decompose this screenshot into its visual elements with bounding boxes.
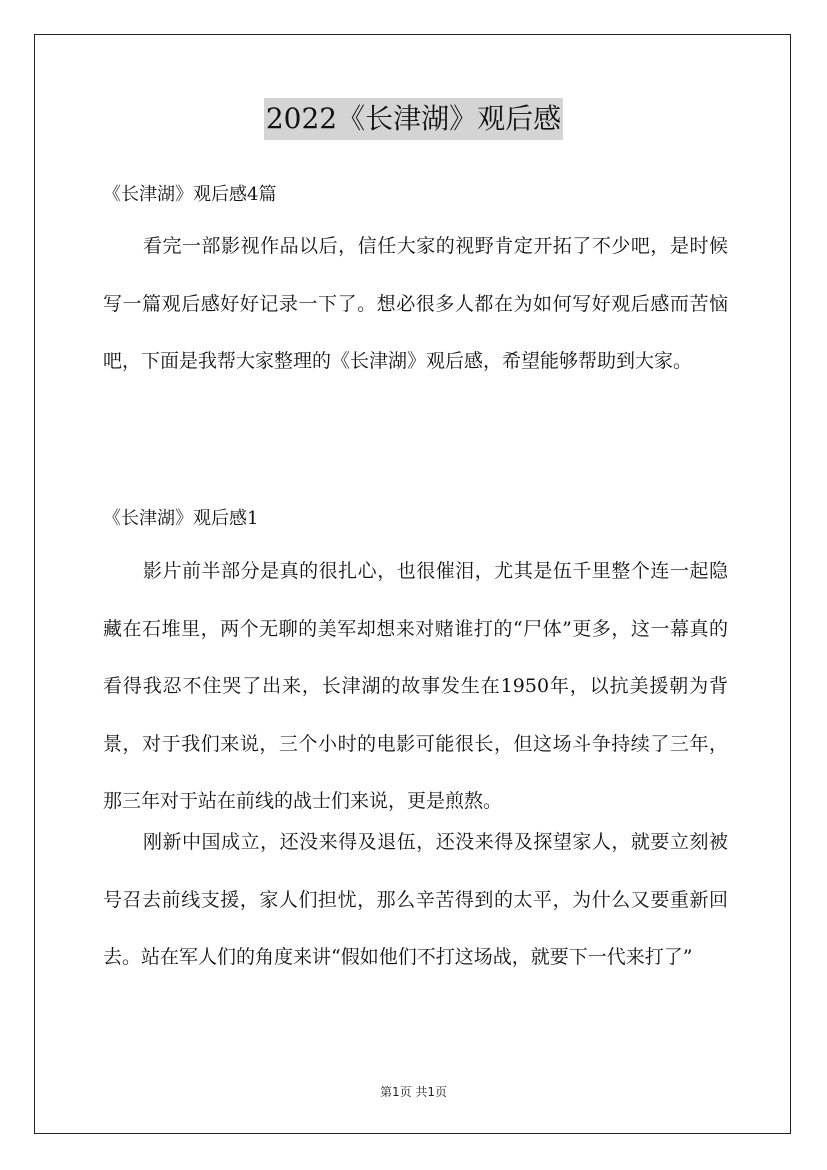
intro-paragraph: 看完一部影视作品以后，信任大家的视野肯定开拓了不少吧，是时候写一篇观后感好好记录一下了。想必很多人都在为如何写好观后感而苦恼吧，下面是我帮大家整理的《长津湖》观后感，希望能够帮助到大家。 [103,235,728,372]
body-paragraph: 刚新中国成立，还没来得及退伍，还没来得及探望家人，就要立刻被号召去前线支援，家人们担忧，那么辛苦得到的太平，为什么又要重新回去。站在军人们的角度来讲“假如他们不打这场战，就要下一代来打了” [103,831,728,968]
title-container [0,98,827,140]
document-title: 2022《长津湖》观后感 [264,98,563,140]
page-number-footer: 第1页 共1页 [379,1085,448,1099]
section-heading: 《长津湖》观后感1 [103,508,259,529]
document-subtitle: 《长津湖》观后感4篇 [103,184,277,205]
body-paragraph: 影片前半部分是真的很扎心，也很催泪，尤其是伍千里整个连一起隐藏在石堆里，两个无聊的美军却想来对赌谁打的“尸体”更多，这一幕真的看得我忍不住哭了出来，长津湖的故事发生在1950年，以抗美援朝为背景，对于我们来说，三个小时的电影可能很长，但这场斗争持续了三年，那三年对于站在前线的战士们来说，更是煎熬。 [103,560,728,812]
